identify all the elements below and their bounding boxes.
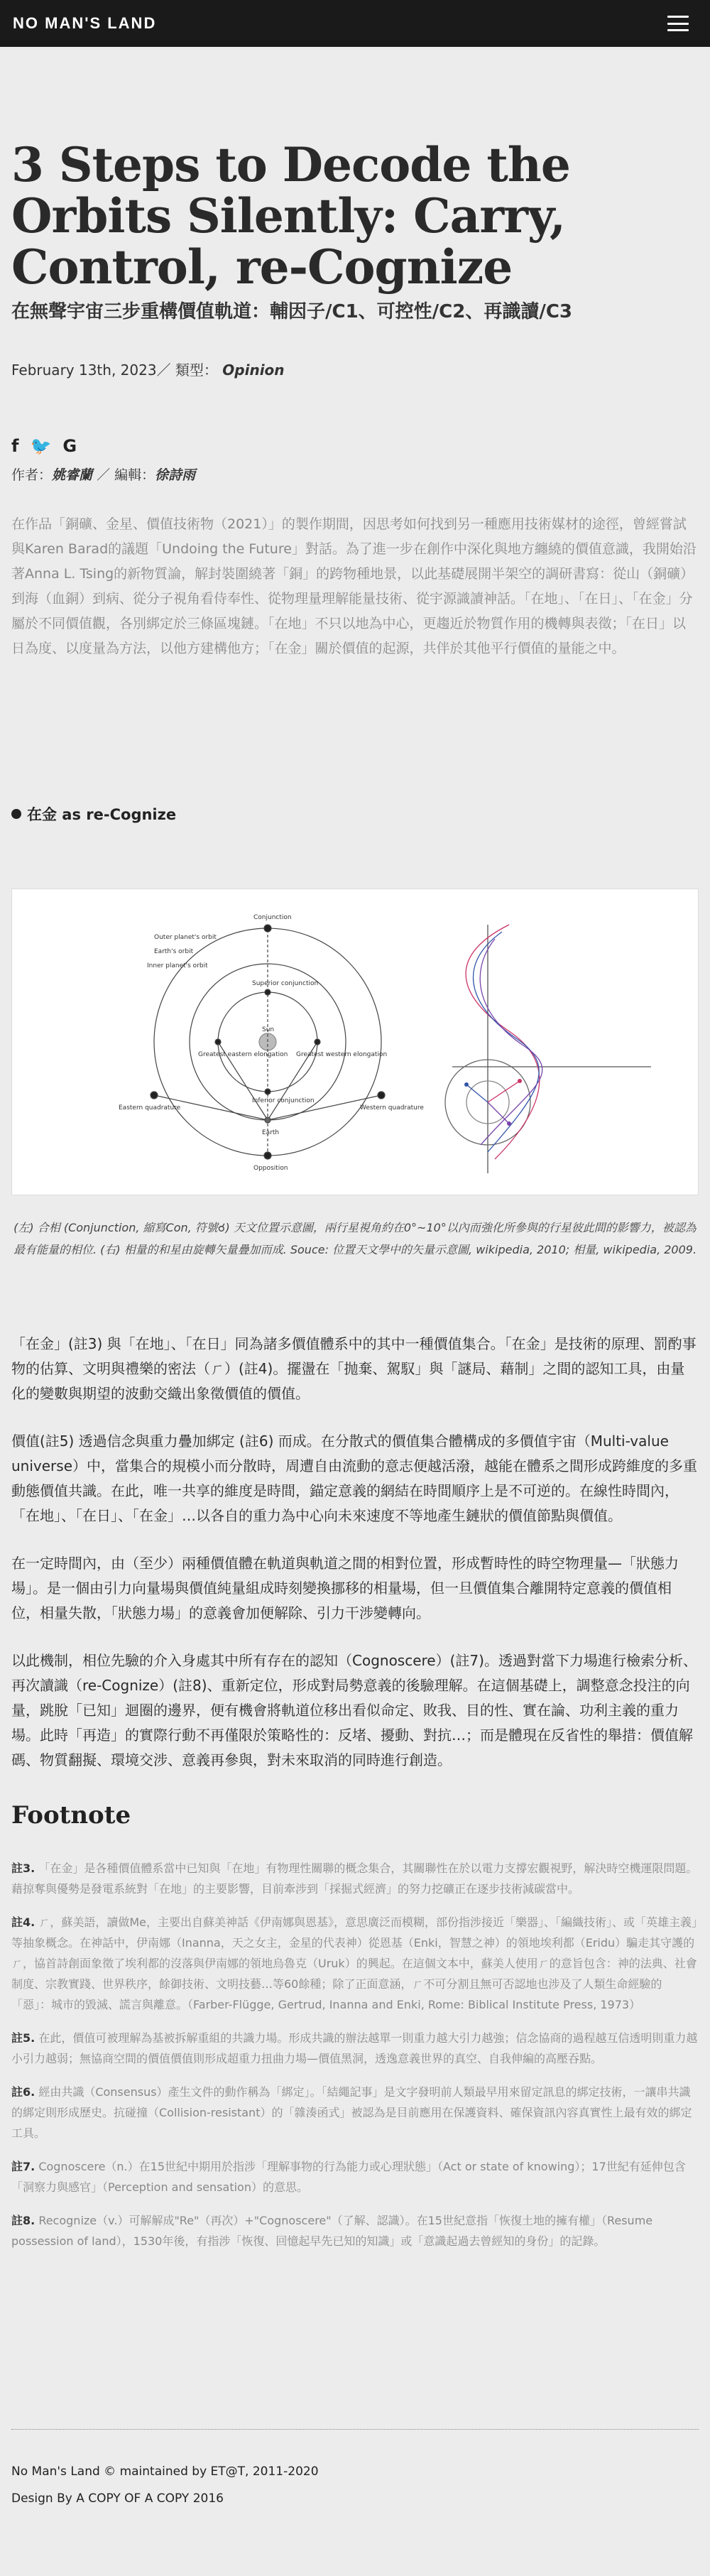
footnote-item (11, 2156, 699, 2197)
section-heading-text: 在金 as re-Cognize (27, 806, 177, 823)
top-nav-bar (0, 0, 710, 47)
footnote-label: 註4. (11, 1915, 36, 1929)
footnote-list (11, 1858, 699, 2251)
footnote-text: Cognoscere（n.）在15世紀中期用於指涉「理解事物的行為能力或心理狀態」（Act or state of knowing）；17世紀有延伸包含「洞察力與感官」（Perception and sensation）的意思。 (11, 2160, 686, 2194)
label-earth: Earth (262, 1129, 280, 1136)
footnote-item (11, 2028, 699, 2069)
conjunction-diagram (119, 914, 424, 1172)
footer-divider (11, 2429, 699, 2430)
label-opposition: Opposition (253, 1165, 288, 1172)
footnote-text: 「在金」是各種價值體系當中已知與「在地」有物理性關聯的概念集合，其關聯性在於以電力支撐宏觀視野，解決時空機運限問題。藉掠奪與優勢是發電系統對「在地」的主要影響，目前牽涉到「採掘式經濟」的努力挖礦正在逐步技術減碳當中。 (11, 1862, 698, 1896)
footnote-heading: Footnote (11, 1801, 131, 1830)
author-label: 作者： (11, 467, 53, 483)
footnote-text: 在此，價值可被理解為基被拆解重組的共識力場。形成共識的辦法越單一則重力越大引力越強；信念協商的過程越互信透明則重力越小引力越弱；無協商空間的價值價值則形成超重力扭曲力場—價值黑洞，透逸意義世界的真空、自我伸編的高壓吞點。 (11, 2031, 698, 2065)
footnote-text: ㄏ，蘇美語，讀做Me，主要出自蘇美神話《伊南娜與恩基》，意思廣泛而模糊，部份指涉接近「樂器」、「編織技術」、或「英雄主義」等抽象概念。在神話中，伊南娜（Inanna，天之女主，金星的代表神）從恩基（Enki，智慧之神）的領地埃利都（Eridu）騙走其守護的ㄏ，協首詩創面象徵了埃利都的沒落與伊南娜的領地烏魯克（Uruk）的興起。在這個文本中，蘇美人使用ㄏ的意旨包含：神的法典、社會制度、宗教實踐、世界秩序，餘御技術、文明技藝…等60餘種；除了正面意涵，ㄏ不可分割且無可否認地也涉及了人類生命經驗的「惡」：城市的毀滅、謊言與離意。（Farber-Flügge, Gertrud, Inanna and Enki, Rome: Biblical Institute Press, 1973） (11, 1915, 697, 2011)
editor-name[interactable]: 徐詩雨 (155, 467, 196, 483)
type-value[interactable]: Opinion (222, 362, 285, 379)
footnote-item (11, 1858, 699, 1899)
label-earth-orbit: Earth's orbit (154, 948, 194, 955)
share-bar (11, 436, 699, 456)
google-icon[interactable]: G (62, 436, 77, 456)
footnote-text: Recognize（v.）可解解成"Re"（再次）+"Cognoscere"（了解、認識）。在15世紀意指「恢復土地的擁有權」（Resume possession of land），1530年後，有指涉「恢復、回憶起早先已知的知識」或「意識起過去曾經知的身份」的記錄。 (11, 2214, 653, 2248)
label-eastern-elong: Greatest eastern elongation (198, 1051, 288, 1058)
article-title: 3 Steps to Decode the Orbits Silently: Carry, Control, re-Cognize (11, 137, 570, 295)
orbit-figure (11, 888, 699, 1195)
body-paragraph: 價值(註5) 透過信念與重力疊加綁定 (註6) 而成。在分散式的價值集合體構成的多價值宇宙（Multi-value universe）中，當集合的規模小而分散時，周遭自由流動的意志便越活潑，越能在體系之間形成跨維度的多重動態價值共識。在此，唯一共享的維度是時間，錨定意義的網結在時間順序上是不可逆的。在線性時間內，「在地」、「在日」、「在金」…以各自的重力為中心向未來速度不等地產生鏈狀的價值節點與價值。 (11, 1433, 697, 1524)
article-meta (11, 359, 699, 379)
footnote-label: 註8. (11, 2214, 36, 2227)
section-heading (11, 803, 699, 825)
facebook-icon[interactable]: f (11, 436, 19, 456)
figure-caption: (左) 合相 (Conjunction, 縮寫Con, 符號☌) 天文位置示意圖，兩行星視角約在0°~10°以內而強化所參與的行星彼此間的影響力，被認為最有能量的相位. (右) 相量的和星由旋轉矢量疊加而成. Souce: 位置天文學中的矢量示意圖, wikipedia, 2010; 相量, wikipedia, 2009. (13, 1221, 697, 1256)
article-credits (11, 464, 699, 484)
body-paragraph: 以此機制，相位先驗的介入身處其中所有存在的認知（Cognoscere）(註7)。透過對當下力場進行檢索分析、再次讀識（re-Cognize）(註8)、重新定位，形成對局勢意義的後驗理解。在這個基礎上，調整意念投注的向量，跳脫「已知」迴圈的邊界，便有機會將軌道位移出看似命定、敗我、目的性、實在論、功利主義的重力場。此時「再造」的實際行動不再僅限於策略性的：反堵、擾動、對抗…；而是體現在反省性的舉措：價值解碼、物質翻擬、環境交涉、意義再參與，對未來取消的同時進行創造。 (11, 1652, 697, 1768)
footer-design-credit: Design By A COPY OF A COPY 2016 (11, 2491, 224, 2506)
label-western-quad: Western quadrature (360, 1104, 424, 1112)
footnote-item (11, 1912, 699, 2015)
label-superior-conj: Superior conjunction (252, 980, 319, 987)
footnote-label: 註5. (11, 2031, 36, 2045)
label-inferior-conj: Inferior conjunction (252, 1097, 315, 1104)
footnote-label: 註3. (11, 1862, 36, 1875)
phasor-diagram (445, 925, 651, 1173)
article-intro: 在作品「銅礦、金星、價值技術物（2021）」的製作期間，因思考如何找到另一種應用技術媒材的途徑，曾經嘗試與Karen Barad的議題「Undoing the Future」對話。為了進一步在創作中深化與地方纏繞的價值意識，我開始沿著Anna L. Tsing的新物質論，解封裝圍繞著「銅」的跨物種地景，以此基礎展開半架空的調研書寫：從山（銅礦）到海（血銅）到病、從分子視角看侍奉性、從物理量理解能量技術、從宇源識讀神話。「在地」、「在日」、「在金」分屬於不同價值觀，各別綁定於三條區塊鏈。「在地」不只以地為中心，更趨近於物質作用的機轉與表徵；「在日」以日為度、以度量為方法，以他方建構他方；「在金」關於價值的起源，共伴於其他平行價值的量能之中。 (11, 516, 697, 656)
orbit-diagram (12, 889, 698, 1195)
footnote-text: 經由共識（Consensus）產生文件的動作稱為「綁定」。「結繩記事」是文字發明前人類最早用來留定訊息的綁定技術，一讓串共識的綁定則形成歷史。抗碰撞（Collision-resistant）的「雜湊函式」被認為是目前應用在保護資料、確保資訊內容真實性上最有效的綁定工具。 (11, 2085, 692, 2140)
footnote-item (11, 2210, 699, 2251)
site-logo[interactable]: NO MAN'S LAND (13, 14, 157, 32)
site-footer (11, 2458, 699, 2555)
label-sun: Sun (262, 1026, 275, 1033)
bullet-dot-icon (11, 809, 21, 819)
article-date: February 13th, 2023 (11, 362, 157, 379)
article (0, 139, 710, 2555)
label-eastern-quad: Eastern quadrature (119, 1104, 181, 1112)
label-inner-orbit: Inner planet's orbit (147, 962, 208, 969)
body-paragraph: 「在金」(註3) 與「在地」、「在日」同為諸多價值體系中的其中一種價值集合。「在金」是技術的原理、罰酌事物的估算、文明與禮樂的密法（ㄏ）(註4)。擺盪在「抛棄、駕馭」與「謎局、藉制」之間的認知工具，由量化的變數與期望的波動交織出象徵價值的價值。 (11, 1335, 697, 1402)
footer-copyright: No Man's Land © maintained by ET@T, 2011-2020 (11, 2464, 319, 2479)
author-name[interactable]: 姚睿蘭 (52, 467, 93, 483)
footnote-label: 註7. (11, 2160, 36, 2173)
body-paragraph: 在一定時間內，由（至少）兩種價值體在軌道與軌道之間的相對位置，形成暫時性的時空物理量—「狀態力場」。是一個由引力向量場與價值純量組成時刻變換挪移的相量場，但一旦價值集合離開特定意義的價值相位，相量失散，「狀態力場」的意義會加便解除、引力干涉變轉向。 (11, 1555, 679, 1621)
label-conjunction: Conjunction (253, 914, 292, 921)
article-subtitle: 在無聲宇宙三步重構價值軌道：輔因子/C1、可控性/C2、再識讀/C3 (11, 301, 573, 322)
label-outer-orbit: Outer planet's orbit (154, 934, 217, 941)
footnote-label: 註6. (11, 2085, 36, 2099)
twitter-icon[interactable]: 🐦 (30, 436, 52, 456)
article-body (11, 1332, 699, 1773)
footnote-item (11, 2082, 699, 2143)
label-western-elong: Greatest western elongation (296, 1051, 388, 1058)
editor-label: ／ 編輯： (97, 467, 155, 483)
menu-icon[interactable] (667, 16, 689, 31)
type-label: ／ 類型： (156, 362, 218, 379)
